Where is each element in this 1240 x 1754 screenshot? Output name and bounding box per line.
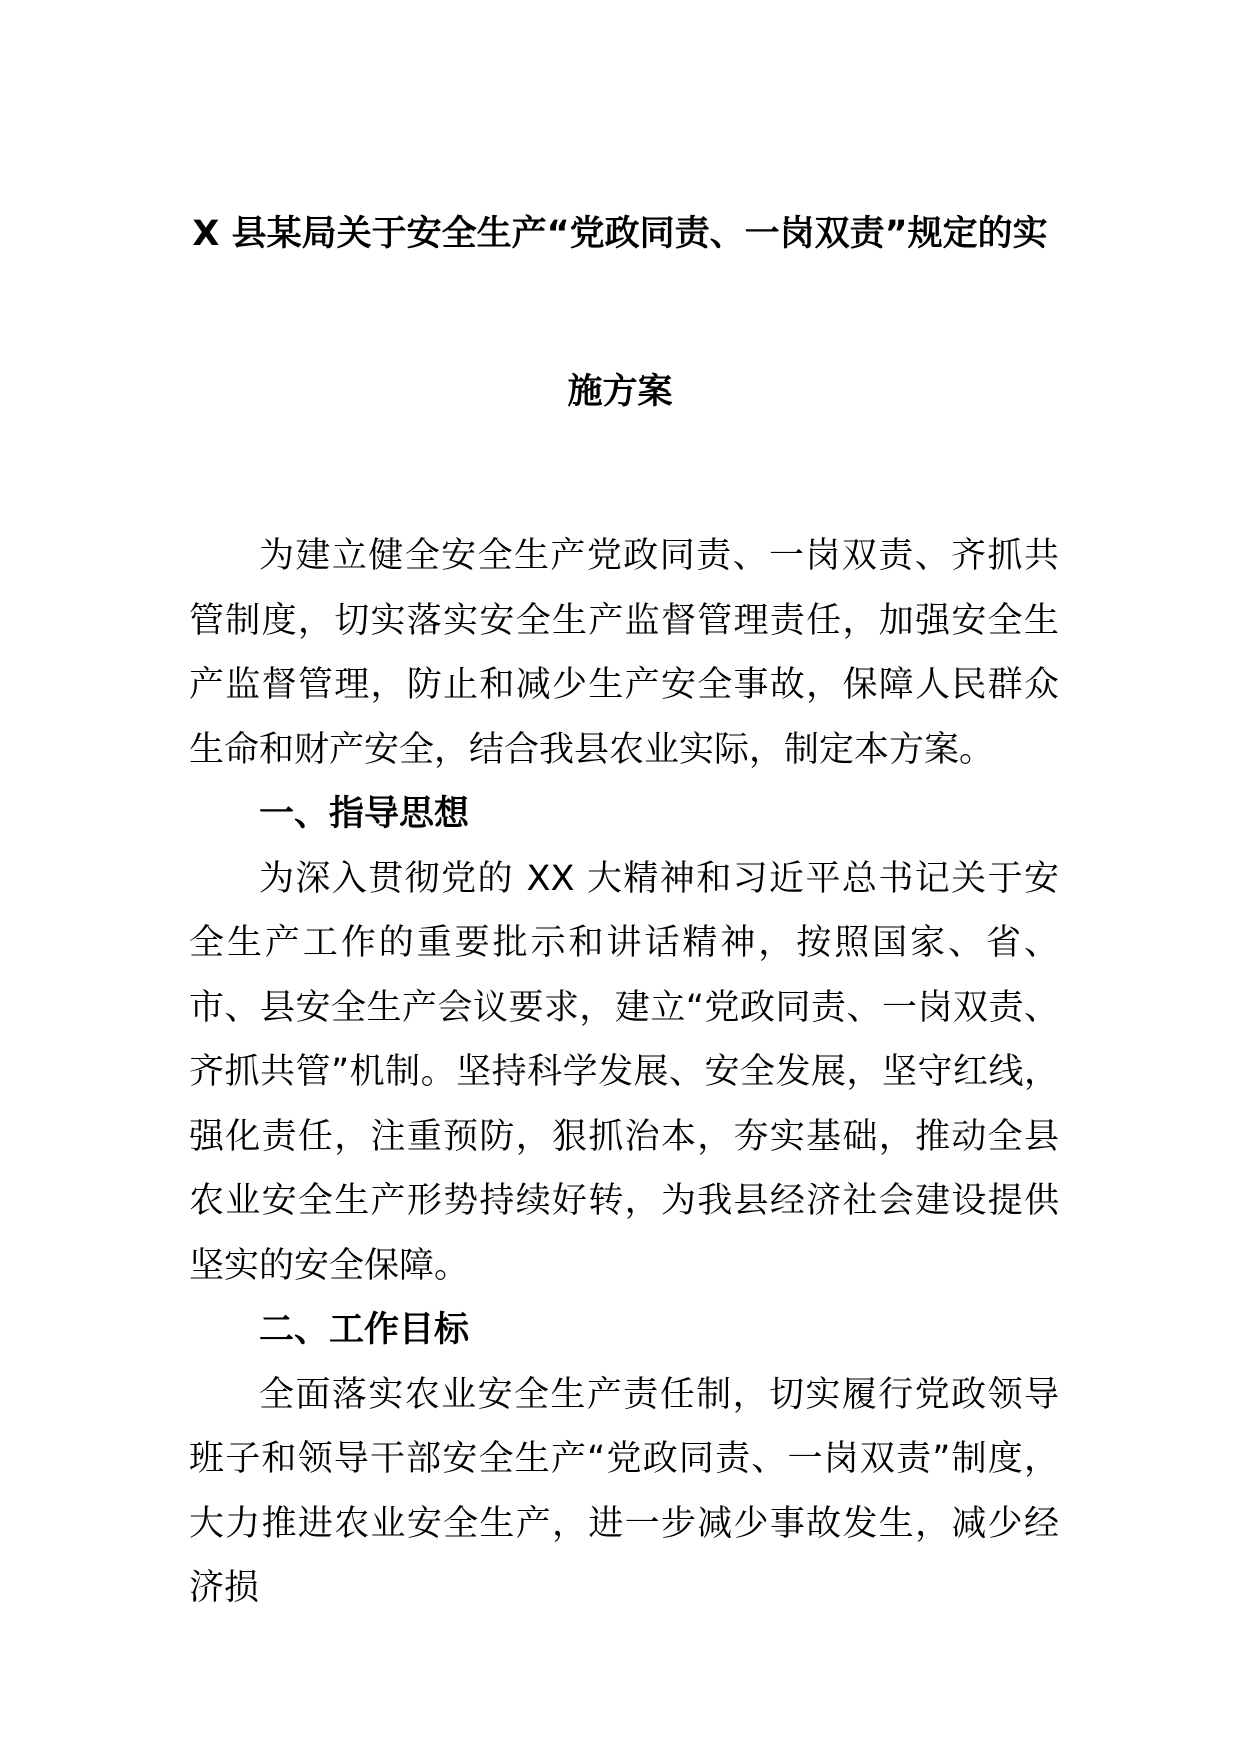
- document-title-line-2: 施方案: [567, 372, 673, 412]
- section-paragraph-guiding-ideology: 为深入贯彻党的 XX 大精神和习近平总书记关于安全生产工作的重要批示和讲话精神，按照国家、省、市、县安全生产会议要求，建立“党政同责、一岗双责、齐抓共管”机制。坚持科学发展、安全发展，坚守红线，强化责任，注重预防，狠抓治本，夯实基础，推动全县农业安全生产形势持续好转，为我县经济社会建设提供坚实的安全保障。: [189, 858, 1059, 1286]
- intro-paragraph: 为建立健全安全生产党政同责、一岗双责、齐抓共管制度，切实落实安全生产监督管理责任，加强安全生产监督管理，防止和减少生产安全事故，保障人民群众生命和财产安全，结合我县农业实际，制定本方案。: [189, 536, 1059, 770]
- document-body: [189, 524, 1059, 1621]
- section-paragraph-work-goals: 全面落实农业安全生产责任制，切实履行党政领导班子和领导干部安全生产“党政同责、一岗双责”制度，大力推进农业安全生产，进一步减少事故发生，减少经济损: [189, 1374, 1059, 1608]
- section-heading-work-goals: 二、工作目标: [259, 1310, 470, 1350]
- section-heading-guiding-ideology: 一、指导思想: [259, 794, 470, 834]
- document-title-line-1: X 县某局关于安全生产“党政同责、一岗双责”规定的实: [192, 214, 1048, 254]
